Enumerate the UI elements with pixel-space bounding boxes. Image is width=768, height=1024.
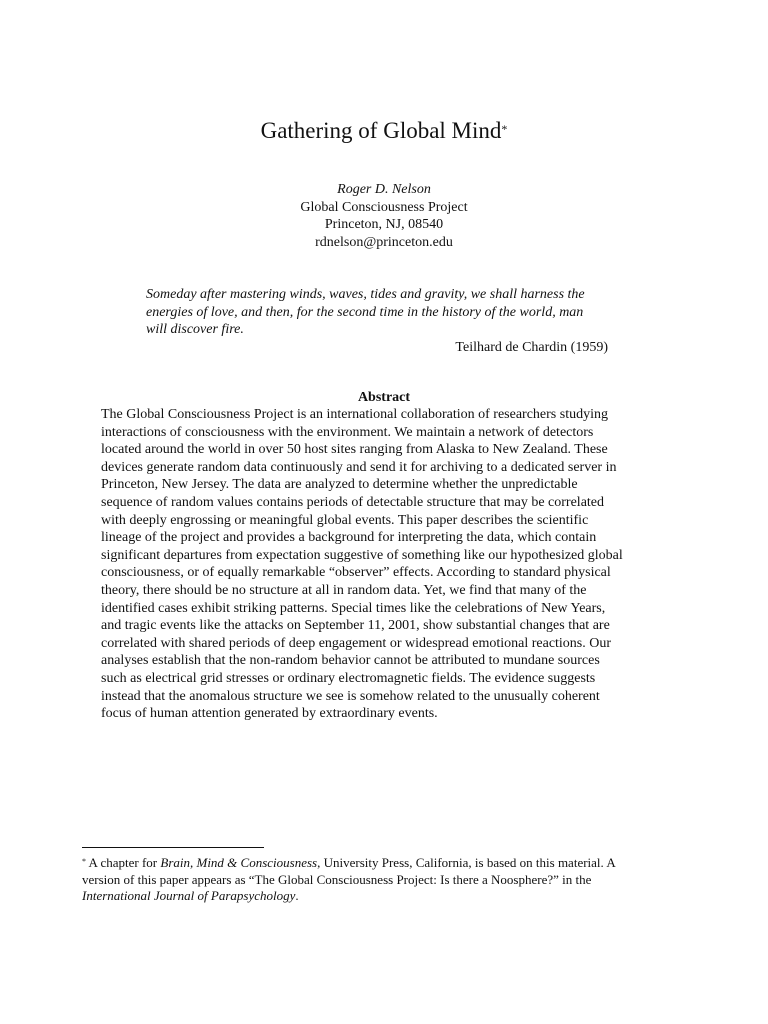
author-name: Roger D. Nelson [337,182,431,197]
title-text: Gathering of Global Mind [260,118,502,143]
footnote-line: version of this paper appears as “The Global Consciousness Project: Is there a Noosphere?” in the [82,871,592,887]
abstract-line: instead that the anomalous structure we see is somehow related to the unusually coherent [101,688,600,704]
footnote-marker: * [82,857,86,866]
footnote-line [82,855,682,872]
abstract-body [101,406,668,723]
abstract-line: such as electrical grid stresses or ordinary electromagnetic fields. The evidence suggests [101,670,596,686]
paper-title [0,117,768,145]
abstract-line: and tragic events like the attacks on September 11, 2001, show substantial changes that are [101,618,610,634]
footnote [82,855,682,905]
footnote-book-title: Brain, Mind & Consciousness [160,855,318,870]
title-footnote-marker: * [501,122,508,136]
abstract-line: consciousness, or of equally remarkable “observer” effects. According to standard physical [101,565,611,581]
abstract-line: identified cases exhibit striking patterns. Special times like the celebrations of New Years, [101,600,606,616]
footnote-line [82,888,682,905]
footnote-journal-title: International Journal of Parapsychology [82,888,296,903]
author-block [0,181,768,251]
author-organization: Global Consciousness Project [300,199,468,215]
epigraph [146,286,626,356]
epigraph-line: Someday after mastering winds, waves, tides and gravity, we shall harness the [146,287,585,302]
abstract-line: located around the world in over 50 host sites ranging from Alaska to New Zealand. These [101,442,608,458]
abstract-heading: Abstract [357,390,411,405]
footnote-divider [82,847,264,848]
author-location: Princeton, NJ, 08540 [324,217,444,232]
abstract-line: interactions of consciousness with the environment. We maintain a network of detectors [101,424,594,440]
abstract-line: correlated with shared periods of deep engagement or widespread emotional reactions. Our [101,635,612,651]
footnote-text: . [295,888,299,903]
author-email: rdnelson@princeton.edu [315,234,453,250]
abstract-line: lineage of the project and provides a background for interpreting the data, which contain [101,530,597,546]
epigraph-quote [146,286,626,339]
footnote-text: A chapter for [86,855,161,870]
abstract-line: significant departures from expectation suggestive of something like our hypothesized global [101,547,623,563]
abstract-line: theory, there should be no structure at all in random data. Yet, we find that many of the [101,582,587,598]
abstract-line: Princeton, New Jersey. The data are analyzed to determine whether the unpredictable [101,477,578,493]
epigraph-line: energies of love, and then, for the second time in the history of the world, man [146,304,584,320]
abstract-line: devices generate random data continuously and send it for archiving to a dedicated server in [101,459,617,475]
footnote-text: , University Press, California, is based on this material. A [317,855,616,870]
abstract-line: sequence of random values contains periods of detectable structure that may be correlated [101,494,605,510]
abstract-line: focus of human attention generated by extraordinary events. [101,706,438,722]
abstract-line: The Global Consciousness Project is an international collaboration of researchers studying [101,407,608,422]
abstract-line: with deeply engrossing or meaningful global events. This paper describes the scientific [101,512,589,528]
abstract-line: analyses establish that the non-random behavior cannot be attributed to mundane sources [101,653,600,669]
epigraph-attribution: Teilhard de Chardin (1959) [455,339,608,355]
epigraph-line: will discover fire. [146,322,244,337]
